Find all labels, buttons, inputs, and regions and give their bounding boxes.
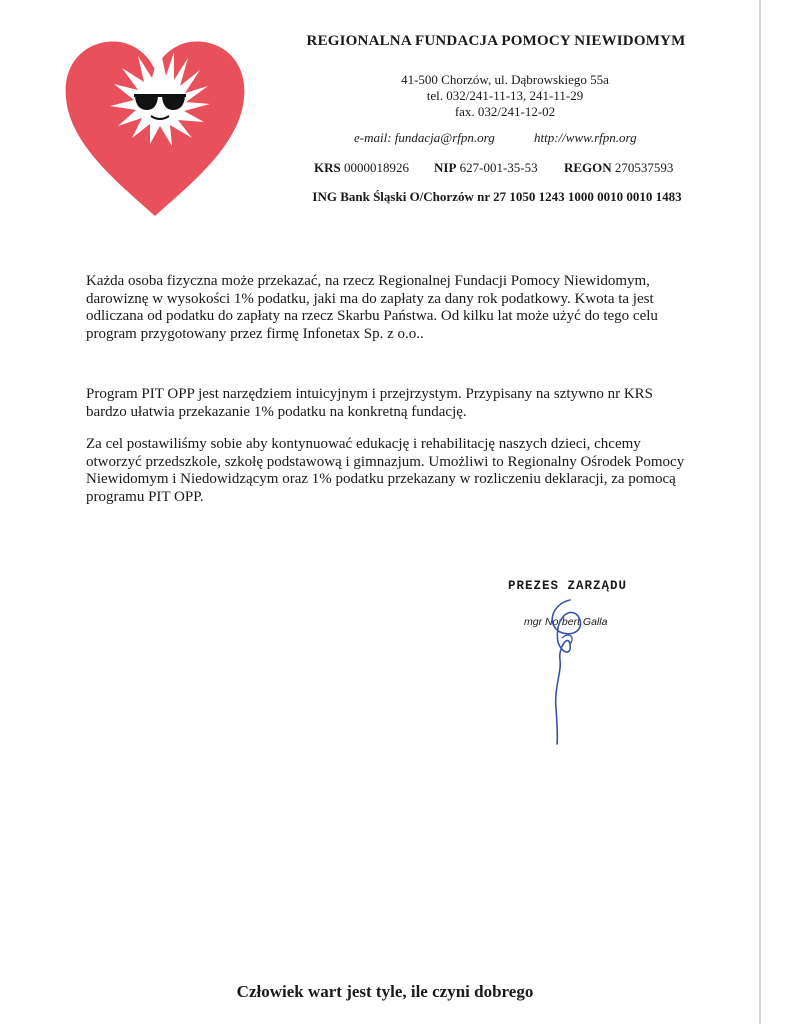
- bank-account: ING Bank Śląski O/Chorzów nr 27 1050 1243 1000 0010 0010 1483: [312, 189, 682, 204]
- website-link[interactable]: http://www.rfpn.org: [534, 130, 637, 145]
- body-paragraph-1: Każda osoba fizyczna może przekazać, na rzecz Regionalnej Fundacji Pomocy Niewidomym, darowiznę w wysokości 1% podatku, jaki ma do zapłaty za dany rok podatkowy. Kwota ta jest odliczana od podatku do zapłaty na rzecz Skarbu Państwa. Od kilku lat może użyć do tego celu program przygotowany przez firmę Infonetax Sp. z o.o..: [86, 273, 658, 342]
- footer-motto: Człowiek wart jest tyle, ile czyni dobrego: [236, 982, 534, 1001]
- signature-name: mgr Norbert Galla: [524, 616, 608, 628]
- nip-value: 627-001-35-53: [459, 160, 538, 175]
- krs-value: 0000018926: [343, 160, 409, 175]
- address-line: 41-500 Chorzów, ul. Dąbrowskiego 55a: [401, 72, 609, 87]
- foundation-logo: [62, 36, 248, 220]
- handwritten-signature: [530, 598, 610, 748]
- regon-value: 270537593: [614, 160, 674, 175]
- krs-label: KRS: [314, 160, 341, 175]
- body-paragraph-3: Za cel postawiliśmy sobie aby kontynuować edukację i rehabilitację naszych dzieci, chcemy otworzyć przedszkole, szkołę podstawową i gimnazjum. Umożliwi to Regionalny Ośrodek Pomocy Niewidomym i Niedowidzącym oraz 1% podatku przekazany w rozliczeniu deklaracji, za pomocą programu PIT OPP.: [86, 436, 685, 505]
- regon-label: REGON: [564, 160, 612, 175]
- email-link[interactable]: e-mail: fundacja@rfpn.org: [354, 130, 495, 145]
- signature-title: PREZES ZARZĄDU: [508, 579, 628, 593]
- phone-line: tel. 032/241-11-13, 241-11-29: [426, 88, 584, 103]
- fax-line: fax. 032/241-12-02: [454, 104, 556, 119]
- page-edge-line: [759, 0, 761, 1024]
- organization-name: REGIONALNA FUNDACJA POMOCY NIEWIDOMYM: [306, 33, 686, 49]
- nip-label: NIP: [434, 160, 457, 175]
- krs-item: [314, 160, 409, 176]
- body-paragraph-2: Program PIT OPP jest narzędziem intuicyjnym i przejrzystym. Przypisany na sztywno nr KRS bardzo ułatwia przekazanie 1% podatku na konkretną fundację.: [86, 386, 653, 420]
- regon-item: [564, 160, 673, 176]
- nip-item: [434, 160, 538, 176]
